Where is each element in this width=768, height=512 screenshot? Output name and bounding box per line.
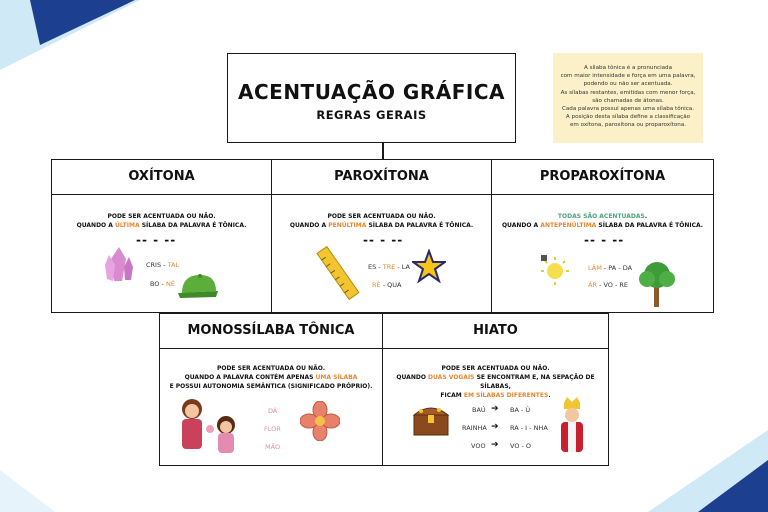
monossilaba-line1: PODE SER ACENTUADA OU NÃO. bbox=[216, 365, 326, 372]
paroxitona-word1: ES - TRE - LA bbox=[368, 263, 411, 271]
monossilaba-header bbox=[159, 313, 383, 349]
flower-icon bbox=[300, 401, 340, 441]
proparoxitona-panel bbox=[491, 194, 714, 313]
proparoxitona-word1: LÂM - PA - DA bbox=[588, 264, 633, 272]
corner-decoration-top-left bbox=[0, 0, 140, 90]
oxitona-word2: BO - NÉ bbox=[150, 280, 175, 288]
hiato-header bbox=[382, 313, 609, 349]
monossilaba-word1: DÁ bbox=[268, 407, 278, 415]
proparoxitona-word2: ÁR - VO - RE bbox=[588, 281, 628, 289]
syllable-dashes: -- - -- bbox=[584, 233, 625, 247]
monossilaba-title: MONOSSÍLABA TÔNICA bbox=[187, 323, 355, 338]
hiato-line3: FICAM EM SÍLABAS DIFERENTES. bbox=[440, 392, 551, 399]
note-line: podendo ou não ser acentuada. bbox=[583, 81, 673, 88]
page-title: ACENTUAÇÃO GRÁFICA bbox=[238, 80, 505, 104]
paroxitona-line1: PODE SER ACENTUADA OU NÃO. bbox=[327, 213, 436, 220]
note-line: Cada palavra possui apenas uma sílaba tônica. bbox=[561, 106, 695, 113]
oxitona-word1: CRIS - TAL bbox=[146, 261, 180, 269]
oxitona-header bbox=[51, 159, 272, 195]
cap-icon bbox=[176, 271, 220, 301]
hiato-word2: RAINHA bbox=[462, 424, 487, 432]
corner-decoration-bottom-left bbox=[0, 450, 60, 512]
note-line: A posição desta sílaba define a classificação bbox=[565, 114, 691, 121]
proparoxitona-header bbox=[491, 159, 714, 195]
note-line: As sílabas restantes, emitidas com menor força, bbox=[560, 89, 696, 96]
hiato-word3: VOO bbox=[471, 442, 486, 450]
proparoxitona-description bbox=[492, 212, 713, 230]
monossilaba-description bbox=[160, 364, 382, 391]
monossilaba-panel bbox=[159, 348, 383, 466]
oxitona-title: OXÍTONA bbox=[128, 169, 195, 184]
hiato-word1: BAÚ bbox=[472, 406, 486, 414]
tree-icon bbox=[637, 259, 677, 309]
king-icon bbox=[555, 395, 589, 457]
crystal-icon bbox=[104, 245, 134, 283]
proparoxitona-title: PROPAROXÍTONA bbox=[539, 169, 666, 184]
oxitona-line2: QUANDO A ÚLTIMA SÍLABA DA PALAVRA É TÔNICA. bbox=[76, 222, 247, 229]
paroxitona-description bbox=[272, 212, 491, 230]
arrow-right-icon: ➔ bbox=[491, 404, 499, 414]
lamp-icon bbox=[538, 255, 572, 285]
page-subtitle: REGRAS GERAIS bbox=[316, 108, 427, 122]
oxitona-panel bbox=[51, 194, 272, 313]
title-box bbox=[227, 53, 516, 143]
paroxitona-line2: QUANDO A PENÚLTIMA SÍLABA DA PALAVRA É TÔNICA. bbox=[289, 222, 474, 229]
hiato-split1: BA - Ú bbox=[510, 406, 531, 414]
connector-title bbox=[382, 143, 384, 159]
hiato-line1: PODE SER ACENTUADA OU NÃO. bbox=[441, 365, 550, 372]
paroxitona-title: PAROXÍTONA bbox=[334, 169, 429, 184]
syllable-dashes: -- - -- bbox=[136, 233, 177, 247]
note-line: A sílaba tônica é a pronunciada bbox=[583, 65, 673, 71]
corner-decoration-bottom-right bbox=[628, 420, 768, 512]
hiato-split2: RA - I - NHA bbox=[510, 424, 548, 432]
oxitona-description bbox=[52, 212, 271, 230]
hiato-title: HIATO bbox=[473, 323, 518, 338]
oxitona-line1: PODE SER ACENTUADA OU NÃO. bbox=[107, 213, 216, 220]
syllable-dashes: -- - -- bbox=[363, 233, 404, 247]
arrow-right-icon: ➔ bbox=[491, 422, 499, 432]
monossilaba-line3: E POSSUI AUTONOMIA SEMÂNTICA (SIGNIFICADO PRÓPRIO). bbox=[169, 383, 373, 390]
note-line: em oxítona, paroxítona ou proparoxítona. bbox=[569, 122, 687, 129]
monossilaba-line2: QUANDO A PALAVRA CONTÉM APENAS UMA SÍLABA bbox=[184, 374, 358, 381]
paroxitona-word2: RÉ - QUA bbox=[372, 281, 402, 289]
hiato-split3: VO - O bbox=[510, 442, 532, 450]
arrow-right-icon: ➔ bbox=[491, 440, 499, 450]
proparoxitona-line1: TODAS SÃO ACENTUADAS. bbox=[557, 213, 648, 220]
definition-note bbox=[553, 53, 703, 143]
ruler-icon bbox=[316, 245, 360, 301]
treasure-chest-icon bbox=[411, 401, 451, 437]
monossilaba-word2: FLOR bbox=[264, 425, 281, 433]
note-line: são chamadas de átonas. bbox=[592, 97, 664, 104]
hiato-line2: QUANDO DUAS VOGAIS SE ENCONTRAM E, NA SEPAÇÃO DE SÍLABAS, bbox=[396, 374, 595, 390]
monossilaba-word3: MÃO bbox=[265, 443, 281, 451]
hands-illustration bbox=[174, 395, 248, 455]
proparoxitona-line2: QUANDO A ANTEPENÚLTIMA SÍLABA DA PALAVRA É TÔNICA. bbox=[501, 222, 704, 229]
note-line: com maior intensidade e força em uma palavra, bbox=[560, 73, 696, 80]
paroxitona-panel bbox=[271, 194, 492, 313]
paroxitona-header bbox=[271, 159, 492, 195]
star-icon bbox=[412, 249, 446, 283]
hiato-panel bbox=[382, 348, 609, 466]
